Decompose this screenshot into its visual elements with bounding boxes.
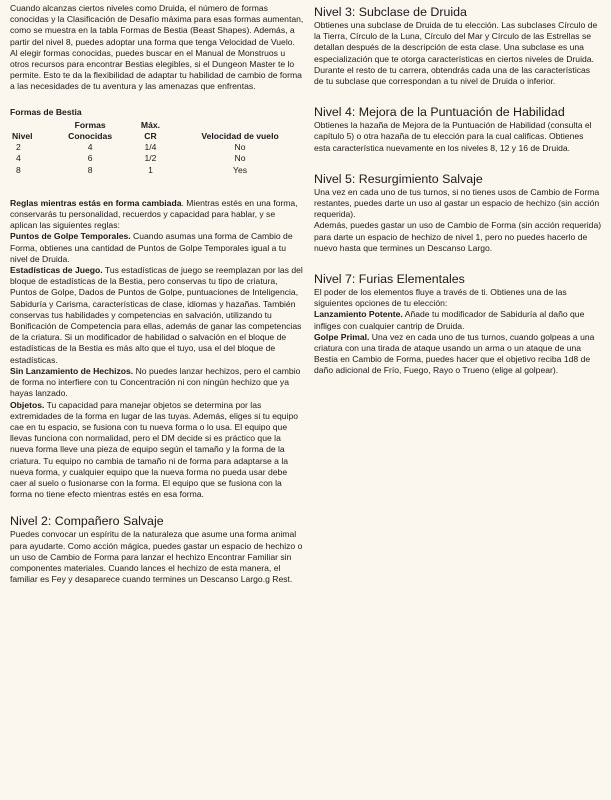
level5-heading: Nivel 5: Resurgimiento Salvaje (314, 171, 483, 186)
level7-option-2: Golpe Primal. Una vez en cada uno de tus turnos, cuando golpeas a una criatura con una tirada de ataque usando un arma o un ataque de una Bestia en Cambio de Forma, puedes hacer que el objetivo reciba 1d8 de daño adicional de Frío, Fuego, Rayo o Trueno (elige al golpear). (314, 331, 595, 376)
table-row: 4 6 1/2 No (16, 153, 246, 164)
level7-heading: Nivel 7: Furias Elementales (314, 272, 465, 287)
table-row: 2 4 1/4 No (16, 142, 246, 153)
level2-paragraph: Puedes convocar un espíritu de la naturaleza que asume una forma animal para ayudarte. Como acción mágica, puedes gastar un espacio de hechizo o un uso de Cambio de Forma para lanzar el hechizo Encontrar Familiar sin componentes materiales. Cuando lances el hechizo de esta manera, el familiar es Fey y desaparece cuando termines un Descanso Largo.g Rest. (10, 529, 303, 585)
right-column (314, 0, 602, 377)
rules-intro: . Mientras estés en una forma, conservarás tu personalidad, recuerdos y capacidad para hablar, y se aplican las siguientes reglas: (10, 197, 298, 231)
level4-heading: Nivel 4: Mejora de la Puntuación de Habilidad (314, 105, 565, 120)
left-column (10, 0, 304, 585)
level2-heading: Nivel 2: Compañero Salvaje (10, 514, 164, 529)
level3-paragraph: Obtienes una subclase de Druida de tu elección. Las subclases Círculo de la Tierra, Círculo de la Luna, Círculo del Mar y Círculo de las Estrellas se detallan después de la descripción de esta clase. Una subclase es una especialización que te otorga características en ciertos niveles de Druida. Durante el resto de tu carrera, obtendrás cada una de las características de tu subclase que correspondan a tu nivel de Druida o inferior. (314, 20, 598, 87)
rule-item: Sin Lanzamiento de Hechizos. No puedes lanzar hechizos, pero el cambio de forma no interfiere con tu Concentración ni con ningún hechizo que ya hayas lanzado. (10, 365, 301, 399)
rule-item: Puntos de Golpe Temporales. Cuando asumas una forma de Cambio de Forma, obtienes una cantidad de Puntos de Golpe Temporales igual a tu nivel de Druida. (10, 231, 293, 264)
level7-intro: El poder de los elementos fluye a través de ti. Obtienes una de las siguientes opciones de tu elección: (314, 287, 567, 309)
level7-option-1: Lanzamiento Potente. Añade tu modificador de Sabiduría al daño que infliges con cualquier cantrip de Druida. (314, 309, 585, 331)
rule-item: Objetos. Tu capacidad para manejar objetos se determina por las extremidades de la forma en lugar de las tuyas. Además, eliges si tu equipo cae en tu espacio, se fusiona con tu nueva forma o lo usa. El equipo que llevas funciona con normalidad, pero el DM decide si es práctico que la nueva forma lleve una pieza de equipo según el tamaño y la forma de la criatura. Tu equipo no cambia de tamaño ni de forma para adaptarse a la nueva forma, y cualquier equipo que la nueva forma no pueda usar debe caer al suelo o fusionarse con la forma. El equipo que se fusiona con la forma no tiene efecto mientras estés en esa forma. (10, 399, 299, 500)
table-header: Nivel Conocidas CR Velocidad de vuelo (12, 131, 279, 142)
level5-paragraph-2: Además, puedes gastar un uso de Cambio de Forma (sin acción requerida) para darte un espacio de hechizo de nivel 1, pero no puedes hacerlo de nuevo hasta que termines un Descanso Largo. (314, 220, 602, 253)
beast-shapes-caption: Formas de Bestia (10, 106, 82, 117)
table-header-top: Formas Máx. (74, 119, 161, 130)
rule-item: Estadísticas de Juego. Tus estadísticas de juego se reemplazan por las del bloque de estadísticas de la Bestia, pero conservas tu tipo de criatura, Puntos de Golpe, Dados de Puntos de Golpe, puntuaciones de Inteligencia, Sabiduría y Carisma, características de clase, idiomas y hazañas. También conservas tus habilidades y competencias en salvación, utilizando tu Bonificación de Competencia para ellas, además de ganar las competencias de la criatura. Si un modificador de habilidad o salvación en el bloque de estadísticas de la Bestia es más alto que el tuyo, usa el del bloque de estadísticas. (10, 265, 303, 365)
level5-paragraph-1: Una vez en cada uno de tus turnos, si no tienes usos de Cambio de Forma restantes, puedes darte un uso al gastar un espacio de hechizo (sin acción requerida). (314, 186, 600, 220)
level4-paragraph: Obtienes la hazaña de Mejora de la Puntuación de Habilidad (consulta el capítulo 5) o otra hazaña de tu elección para la cual califica​s. Obtienes esta característica nuevamente en los niveles 8, 12 y 16 de Druida. (314, 120, 592, 153)
intro-paragraph: Cuando alcanzas ciertos niveles como Druida, el número de formas conocidas y la Clasificación de Desafío máxima para esas formas aumentan, como se muestra en la tabla Formas de Bestia (Beast Shapes). Además, a partir del nivel 8, puedes adoptar una forma que tenga Velocidad de Vuelo. Al elegir formas conocidas, puedes buscar en el Manual de Monstruos u otros recursos para encontrar Bestias elegibles, si el Dungeon Master te lo permite. Esto te da la flexibilidad de adaptar tu habilidad de cambio de forma a las necesidades de tu aventura y las amenazas que enfrentas. (10, 3, 304, 92)
level3-heading: Nivel 3: Subclase de Druida (314, 5, 467, 19)
table-row: 8 8 1 Yes (16, 164, 248, 175)
rules-paragraph (10, 198, 304, 232)
rules-title: Reglas mientras estás en forma cambiada (10, 197, 182, 208)
beast-shapes-table (10, 120, 304, 176)
